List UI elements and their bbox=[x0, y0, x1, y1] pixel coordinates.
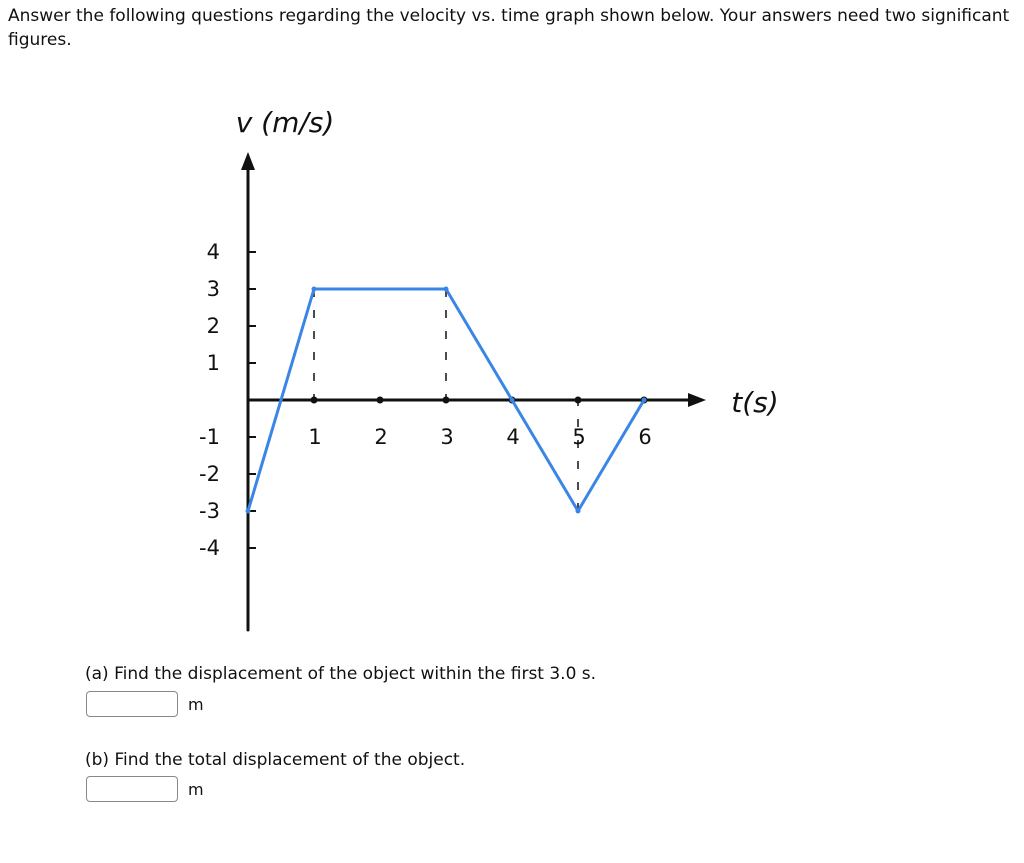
x-axis-title: t(s) bbox=[731, 386, 779, 419]
answer-b-input[interactable] bbox=[86, 776, 178, 802]
graph-background bbox=[160, 80, 830, 645]
answer-row-b bbox=[86, 774, 204, 804]
graph-canvas bbox=[0, 80, 1024, 660]
x-tick-label: 1 bbox=[308, 425, 322, 449]
y-axis-title: v (m/s) bbox=[235, 106, 335, 139]
x-tick-dot bbox=[311, 397, 318, 404]
x-tick-label: 4 bbox=[506, 425, 520, 449]
question-b-text: (b) Find the total displacement of the object. bbox=[85, 750, 466, 770]
data-point bbox=[444, 287, 449, 292]
x-tick-label: 3 bbox=[440, 425, 454, 449]
question-a-text: (a) Find the displacement of the object within the first 3.0 s. bbox=[85, 664, 597, 684]
velocity-time-graph bbox=[0, 80, 1024, 660]
x-tick-dot bbox=[377, 397, 384, 404]
y-tick-label: -2 bbox=[199, 462, 220, 486]
y-tick-label: -1 bbox=[199, 425, 220, 449]
y-tick-label: 1 bbox=[206, 351, 220, 375]
data-point bbox=[642, 398, 647, 403]
x-tick-label: 2 bbox=[374, 425, 388, 449]
x-tick-dot bbox=[575, 397, 582, 404]
data-point bbox=[312, 287, 317, 292]
answer-a-input[interactable] bbox=[86, 691, 178, 717]
x-tick-dot bbox=[443, 397, 450, 404]
y-tick-label: -3 bbox=[199, 499, 220, 523]
problem-intro: Answer the following questions regarding the velocity vs. time graph shown below. Your answers need two significant figures. bbox=[8, 6, 1010, 50]
y-tick-label: 4 bbox=[206, 240, 220, 264]
answer-b-unit: m bbox=[188, 779, 204, 799]
x-tick-label: 6 bbox=[638, 425, 652, 449]
y-tick-label: -4 bbox=[199, 536, 220, 560]
data-point bbox=[510, 398, 515, 403]
y-tick-label: 2 bbox=[206, 314, 220, 338]
data-point bbox=[246, 509, 251, 514]
y-tick-label: 3 bbox=[206, 277, 220, 301]
answer-a-unit: m bbox=[188, 694, 204, 714]
x-tick-label: 5 bbox=[572, 425, 586, 449]
data-point bbox=[576, 509, 581, 514]
answer-row-a bbox=[86, 689, 204, 719]
